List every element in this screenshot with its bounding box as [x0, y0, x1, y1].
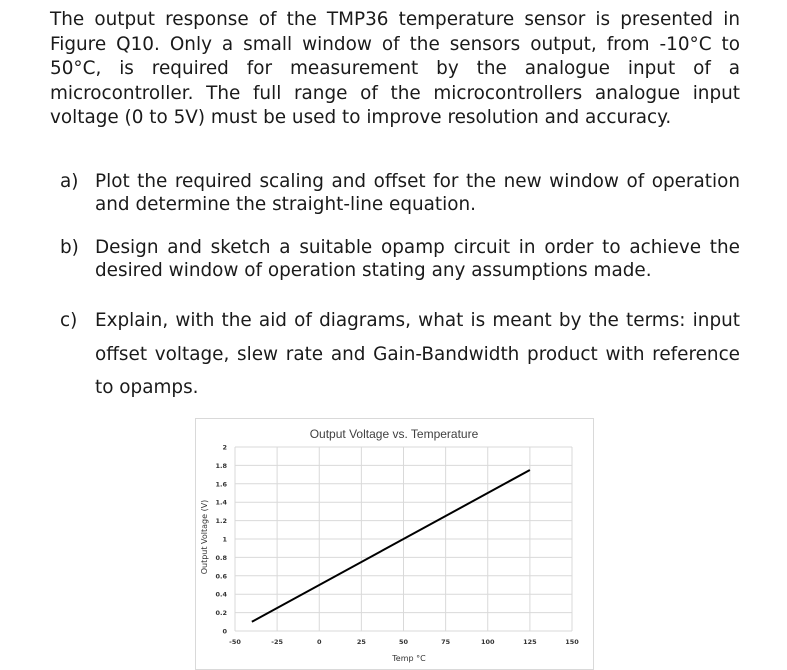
y-tick-label: 1.4 — [215, 498, 227, 507]
x-tick-label: 125 — [523, 638, 537, 646]
y-tick-label: 0.2 — [215, 609, 227, 618]
question-b-text: Design and sketch a suitable opamp circuit in order to achieve the desired window of operation stating any assumptions made. — [95, 237, 740, 281]
y-tick-label: 0.8 — [215, 553, 227, 562]
chart-svg — [196, 419, 593, 669]
y-tick-label: 1 — [222, 535, 227, 544]
y-tick-label: 0.4 — [215, 590, 227, 599]
question-a-label: a) — [60, 171, 79, 192]
x-tick-label: 150 — [565, 638, 579, 646]
x-tick-label: 25 — [356, 638, 366, 646]
question-a — [60, 170, 740, 216]
question-c-text: Explain, with the aid of diagrams, what is meant by the terms: input offset voltage, slew rate and Gain-Bandwidth product with reference to opamps. — [95, 310, 740, 398]
y-axis-label: Output Voltage (V) — [200, 499, 209, 575]
question-b — [60, 236, 740, 282]
question-a-text: Plot the required scaling and offset for the new window of operation and determine the straight-line equation. — [95, 171, 740, 215]
question-c — [60, 304, 740, 405]
x-axis-ticks — [229, 638, 579, 646]
y-tick-label: 1.6 — [215, 480, 227, 489]
x-axis-label: Temp °C — [392, 654, 426, 663]
x-tick-label: -25 — [271, 638, 283, 646]
y-tick-label: 2 — [222, 443, 227, 452]
question-b-label: b) — [60, 237, 79, 258]
figure-q10-chart — [195, 418, 594, 670]
y-tick-label: 0.6 — [215, 572, 227, 581]
chart-title: Output Voltage vs. Temperature — [309, 427, 479, 441]
x-tick-label: 100 — [480, 638, 495, 646]
x-tick-label: -50 — [229, 638, 241, 646]
question-intro: The output response of the TMP36 temperature sensor is presented in Figure Q10. Only a small window of the sensors output, from -10°C to 50°C, is required for measurement by the analogue input of a microcontroller. The full range of the microcontrollers analogue input voltage (0 to 5V) must be used to improve resolution and accuracy. — [50, 9, 740, 129]
x-tick-label: 75 — [441, 638, 451, 646]
x-tick-label: 50 — [398, 638, 409, 646]
question-c-label: c) — [60, 310, 78, 331]
y-axis-ticks — [215, 444, 227, 636]
y-tick-label: 1.8 — [215, 461, 227, 470]
x-tick-label: 0 — [316, 638, 322, 646]
y-tick-label: 0 — [222, 627, 227, 636]
y-tick-label: 1.2 — [215, 517, 227, 526]
